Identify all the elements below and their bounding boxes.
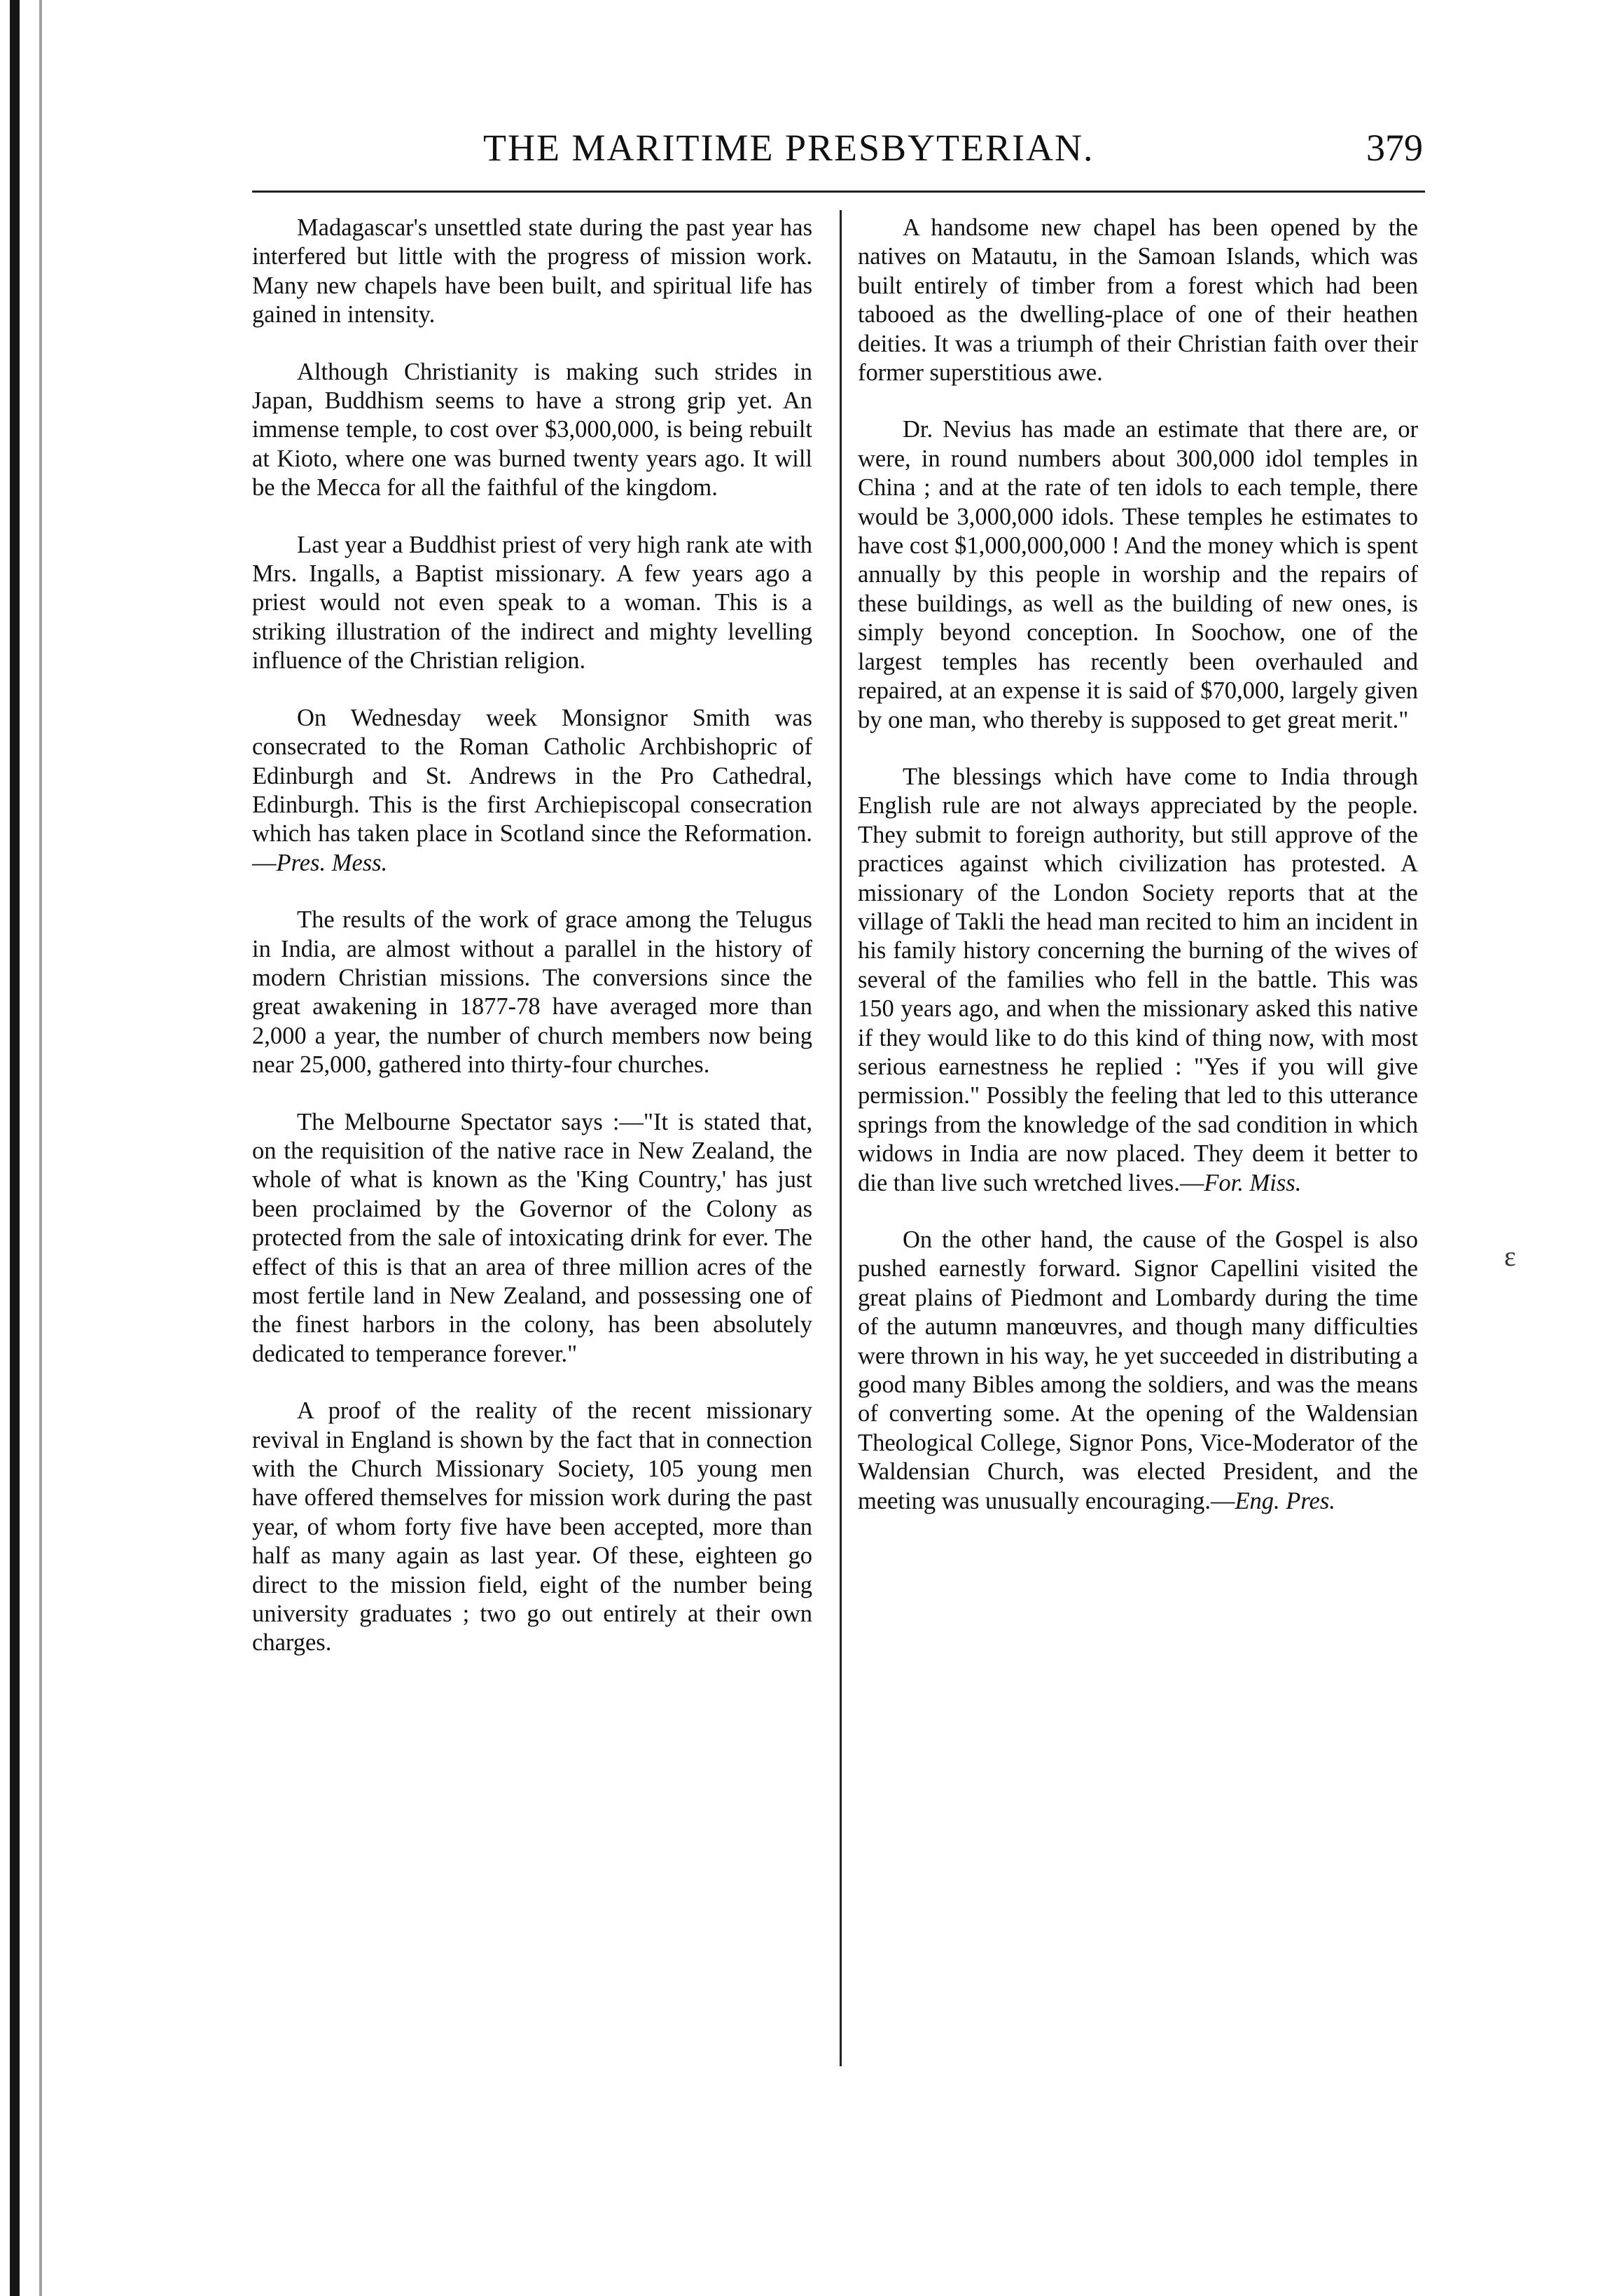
- page-title: THE MARITIME PRESBYTERIAN.: [483, 127, 1095, 169]
- margin-mark: ɛ: [1504, 1240, 1516, 1272]
- article-telugus: The results of the work of grace among the Telugus in India, are almost without a parallel in the history of modern Christian missions. The conversions since the great awakening in 1877-78 have averaged more than 2,000 a year, the number of church members now being near 25,000, gathered into thirty-four churches.: [252, 906, 812, 1079]
- article-new-zealand: The Melbourne Spectator says :—"It is stated that, on the requisition of the native race in New Zealand, the whole of what is known as the 'King Country,' has just been proclaimed by the Governor of the Colony as protected from the sale of intoxicating drink for ever. The effect of this is that an area of three million acres of the most fertile land in New Zealand, and possessing one of the finest harbors in the colony, has been absolutely dedicated to temperance forever.": [252, 1108, 812, 1367]
- article-india-rule: The blessings which have come to India through English rule are not always appreciated by the people. They submit to foreign authority, but still approve of the practices against which civilization has protested. A missionary of the London Society reports that at the village of Takli the head man recited to him an incident in his family history concerning the burning of the wives of several of the families who fell in the battle. This was 150 years ago, and when the missionary asked this native if they would like to do this kind of thing now, with most serious earnestness he replied : "Yes if you will give permission." Possibly the feeling that led to this utterance springs from the knowledge of the sad condition in which widows in India are now placed. They deem it better to die than live such wretched lives.—For. Miss.: [858, 763, 1418, 1196]
- article-church-missionary-society: A proof of the reality of the recent missionary revival in England is shown by the fact that in connection with the Church Missionary Society, 105 young men have offered themselves for mission work during the past year, of whom forty five have been accepted, more than half as many again as last year. Of these, eighteen go direct to the mission field, eight of the number being university graduates ; two go out entirely at their own charges.: [252, 1397, 812, 1657]
- article-madagascar: Madagascar's unsettled state during the past year has interfered but little with the progress of mission work. Many new chapels have been built, and spiritual life has gained in intensity.: [252, 214, 812, 329]
- article-capellini: On the other hand, the cause of the Gospel is also pushed earnestly forward. Signor Capellini visited the great plains of Piedmont and Lombardy during the time of the autumn manœuvres, and though many difficulties were thrown in his way, he yet succeeded in distributing a good many Bibles among the soldiers, and was the means of converting some. At the opening of the Waldensian Theological College, Signor Pons, Vice-Moderator of the Waldensian Church, was elected President, and the meeting was unusually encouraging.—Eng. Pres.: [858, 1226, 1418, 1514]
- article-china-temples: Dr. Nevius has made an estimate that there are, or were, in round numbers about 300,000 idol temples in China ; and at the rate of ten idols to each temple, there would be 3,000,000 idols. These temples he estimates to have cost $1,000,000,000 ! And the money which is spent annually by this people in worship and the repairs of these buildings, as well as the building of new ones, is simply beyond conception. In Soochow, one of the largest temples has recently been overhauled and repaired, at an expense it is said of $70,000, largely given by one man, who thereby is supposed to get great merit.": [858, 416, 1418, 733]
- article-monsignor-smith: On Wednesday week Monsignor Smith was consecrated to the Roman Catholic Archbishopric of Edinburgh and St. Andrews in the Pro Cathedral, Edinburgh. This is the first Archiepiscopal consecration which has taken place in Scotland since the Reformation.—Pres. Mess.: [252, 704, 812, 876]
- article-samoan-chapel: A handsome new chapel has been opened by the natives on Matautu, in the Samoan Islands, which was built entirely of timber from a forest which had been tabooed as the dwelling-place of one of their heathen deities. It was a triumph of their Christian faith over their former superstitious awe.: [858, 214, 1418, 387]
- article-buddhist-priest: Last year a Buddhist priest of very high rank ate with Mrs. Ingalls, a Baptist missionary. A few years ago a priest would not even speak to a woman. This is a striking illustration of the indirect and mighty levelling influence of the Christian religion.: [252, 531, 812, 675]
- binding-shadow: [39, 0, 42, 2296]
- page-number: 379: [1366, 127, 1423, 169]
- column-divider: [840, 210, 842, 2066]
- article-japan-temple: Although Christianity is making such strides in Japan, Buddhism seems to have a strong grip yet. An immense temple, to cost over $3,000,000, is being rebuilt at Kioto, where one was burned twenty years ago. It will be the Mecca for all the faithful of the kingdom.: [252, 358, 812, 502]
- header-rule: [252, 191, 1425, 193]
- source-credit: Eng. Pres.: [1235, 1487, 1335, 1514]
- source-credit: For. Miss.: [1204, 1169, 1302, 1196]
- running-head: [231, 126, 1423, 182]
- right-column: [858, 214, 1418, 1544]
- left-column: [252, 214, 812, 1686]
- source-credit: Pres. Mess.: [276, 849, 388, 876]
- binding-edge: [10, 0, 20, 2296]
